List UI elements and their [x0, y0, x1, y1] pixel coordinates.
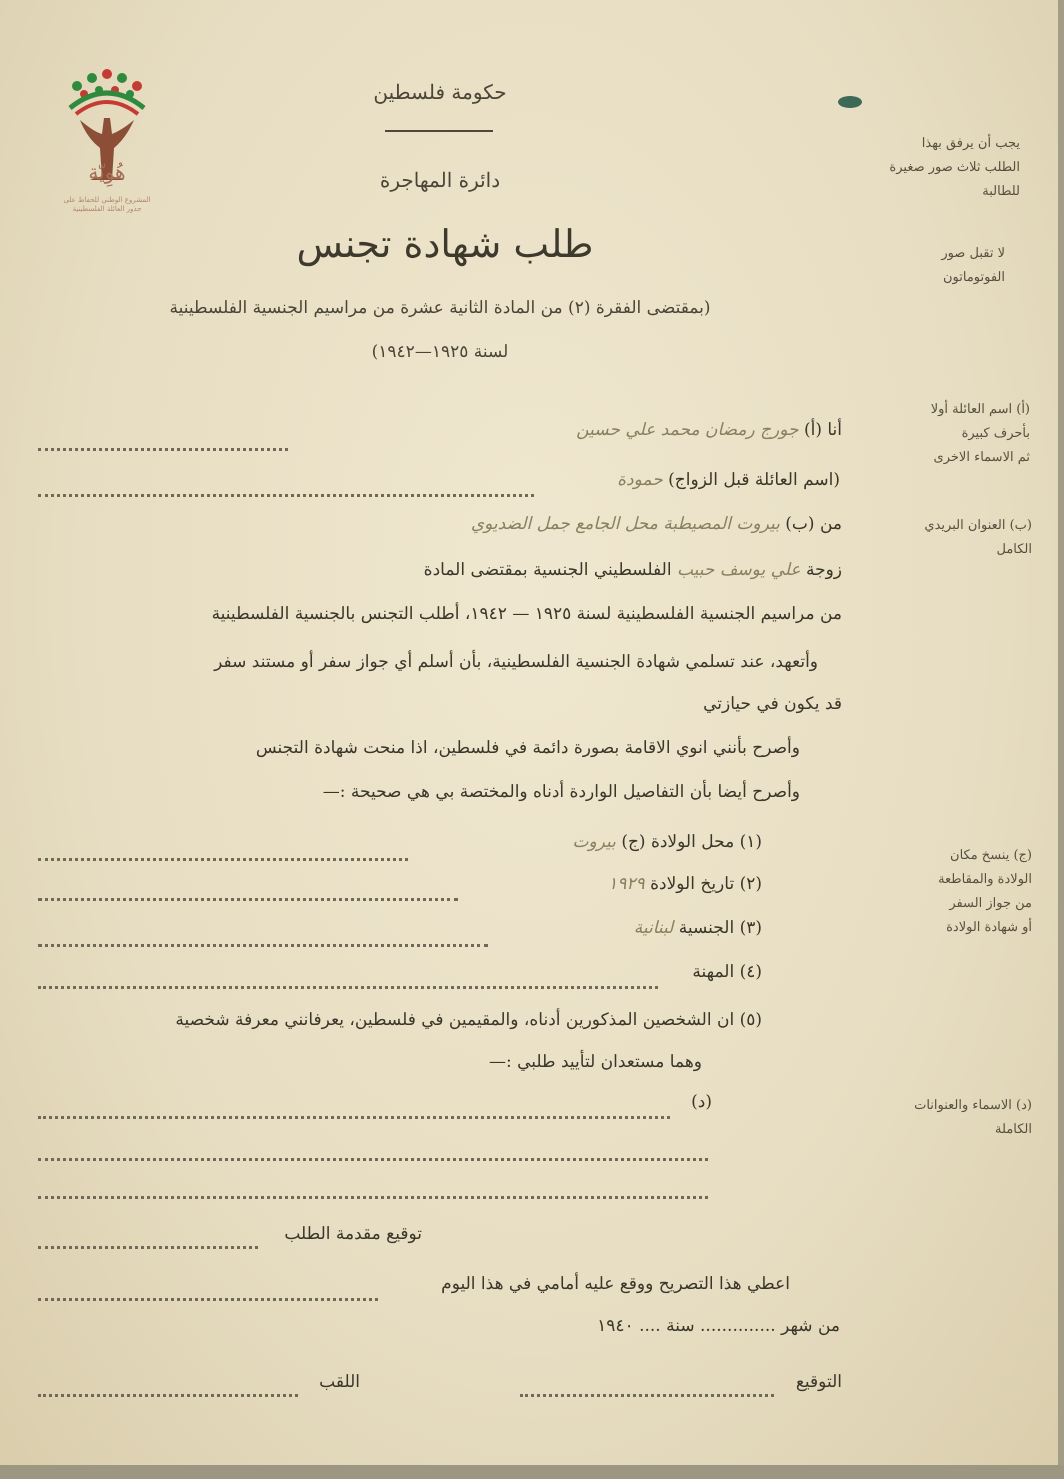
note-b	[850, 514, 1032, 562]
item2-row	[460, 874, 762, 894]
note-d-line1: (د) الاسماء والعنوانات	[914, 1098, 1032, 1113]
from-handwritten-value: بيروت المصيطبة محل الجامع جمل الضديوي	[470, 514, 780, 534]
logo-subtitle-line1: المشروع الوطني للحفاظ على	[63, 196, 151, 204]
year-label: سنة	[666, 1316, 695, 1336]
note-a	[850, 398, 1030, 470]
paragraph-2-text: وأتعهد، عند تسلمي شهادة الجنسية الفلسطينية، بأن أسلم أي جواز سفر أو مستند سفر	[214, 652, 818, 672]
note-c-line1: (ج) ينسخ مكان	[950, 848, 1032, 863]
item2-label: (٢) تاريخ الولادة	[650, 874, 762, 894]
photomaton-note-line1: لا تقبل صور	[941, 246, 1005, 261]
wife-handwritten-value: علي يوسف حبيب	[676, 560, 801, 580]
month-label: من شهر	[781, 1316, 840, 1336]
photo-note-line3: للطالبة	[982, 184, 1020, 199]
item4-label: (٤) المهنة	[692, 962, 762, 982]
note-a-line1: (أ) اسم العائلة أولا	[930, 402, 1030, 417]
paragraph-5: وأصرح أيضا بأن التفاصيل الواردة أدناه والمختصة بي هي صحيحة :—	[322, 782, 800, 802]
month-dots: ..............	[700, 1316, 776, 1336]
item3-label: (٣) الجنسية	[678, 918, 762, 938]
year-value: ١٩٤٠	[597, 1316, 634, 1336]
item1-row	[410, 832, 762, 852]
d-dotted-line-2	[38, 1158, 708, 1161]
photomaton-note-line2: الفوتوماتون	[942, 270, 1005, 285]
ink-stain	[838, 96, 862, 108]
note-a-line2: بأحرف كبيرة	[961, 426, 1030, 441]
maiden-dotted-line	[38, 494, 534, 497]
ana-label: أنا (أ)	[803, 420, 842, 440]
photo-note-line1: يجب أن يرفق بهذا	[921, 136, 1020, 151]
note-b-line2: الكامل	[996, 542, 1032, 557]
item1-label: (١) محل الولادة (ج)	[621, 832, 762, 852]
maiden-label: (اسم العائلة قبل الزواج)	[668, 470, 840, 490]
from-label: من (ب)	[785, 514, 842, 534]
item3-row	[490, 918, 762, 938]
d-label: (د)	[691, 1092, 712, 1112]
page-edge-right	[1058, 0, 1064, 1479]
from-row	[180, 514, 842, 534]
applicant-sign-dotted-line	[38, 1246, 258, 1249]
wife-row	[110, 560, 842, 580]
d-dotted-line-1	[38, 1116, 670, 1119]
date-row	[440, 1316, 840, 1336]
government-heading: حكومة فلسطين	[373, 80, 507, 104]
item4-dotted-line	[38, 986, 658, 989]
paragraph-1: من مراسيم الجنسية الفلسطينية لسنة ١٩٢٥ — ١٩٤٢، أطلب التجنس بالجنسية الفلسطينية	[211, 604, 842, 624]
item1-dotted-line	[38, 858, 408, 861]
note-b-line1: (ب) العنوان البريدي	[924, 518, 1032, 533]
maiden-row	[540, 470, 840, 490]
item2-handwritten-value: ١٩٢٩	[608, 874, 645, 894]
photo-note-line2: الطلب ثلاث صور صغيرة	[889, 160, 1020, 175]
signature-dotted-line	[520, 1394, 774, 1397]
page-edge-bottom	[0, 1465, 1064, 1479]
paragraph-3: قد يكون في حيازتي	[703, 694, 842, 714]
applicant-signature-label: توقيع مقدمة الطلب	[284, 1224, 422, 1244]
item5-line1: (٥) ان الشخصين المذكورين أدناه، والمقيمين في فلسطين، يعرفانني معرفة شخصية	[175, 1010, 762, 1030]
wife-tail-text: الفلسطيني الجنسية بمقتضى المادة	[423, 560, 672, 580]
item5-line2: وهما مستعدان لتأييد طلبي :—	[489, 1052, 702, 1072]
item2-dotted-line	[38, 898, 458, 901]
wife-label: زوجة	[805, 560, 842, 580]
ana-handwritten-value: جورج رمضان محمد علي حسين	[576, 420, 799, 440]
item3-dotted-line	[38, 944, 488, 947]
logo-subtitle	[40, 196, 174, 214]
item3-handwritten-value: لبنانية	[633, 918, 674, 938]
photo-requirement-note	[850, 132, 1020, 204]
department-heading: دائرة المهاجرة	[379, 168, 501, 192]
form-year: لسنة ١٩٢٥—١٩٤٢)	[371, 342, 509, 362]
form-subtitle: (بمقتضى الفقرة (٢) من المادة الثانية عشرة من مراسيم الجنسية الفلسطينية	[169, 298, 711, 318]
d-dotted-line-3	[38, 1196, 708, 1199]
declaration-text: اعطي هذا التصريح ووقع عليه أمامي في هذا اليوم	[441, 1274, 790, 1294]
title-label: اللقب	[319, 1372, 360, 1392]
ana-dotted-line	[38, 448, 288, 451]
maiden-handwritten-value: حمودة	[617, 470, 663, 490]
header-divider	[385, 130, 493, 132]
year-dots: ....	[639, 1316, 661, 1336]
note-c	[850, 844, 1032, 940]
note-c-line4: أو شهادة الولادة	[946, 920, 1032, 935]
title-dotted-line	[38, 1394, 298, 1397]
paragraph-2	[36, 652, 842, 672]
note-a-line3: ثم الاسماء الاخرى	[933, 450, 1030, 465]
note-c-line2: الولادة والمقاطعة	[938, 872, 1032, 887]
photomaton-note	[850, 242, 1005, 290]
ana-row	[290, 420, 842, 440]
declaration-dotted-line	[38, 1298, 378, 1301]
logo-title: هُوِيّة	[88, 160, 126, 184]
family-figures-icon	[70, 69, 144, 114]
note-d	[850, 1094, 1032, 1142]
item1-handwritten-value: بيروت	[572, 832, 616, 852]
signature-label: التوقيع	[795, 1372, 842, 1392]
note-c-line3: من جواز السفر	[949, 896, 1032, 911]
form-title: طلب شهادة تجنس	[296, 222, 594, 266]
logo-subtitle-line2: جذور العائلة الفلسطينية	[72, 205, 142, 213]
paragraph-4: وأصرح بأنني انوي الاقامة بصورة دائمة في فلسطين، اذا منحت شهادة التجنس	[255, 738, 800, 758]
note-d-line2: الكاملة	[995, 1122, 1032, 1137]
